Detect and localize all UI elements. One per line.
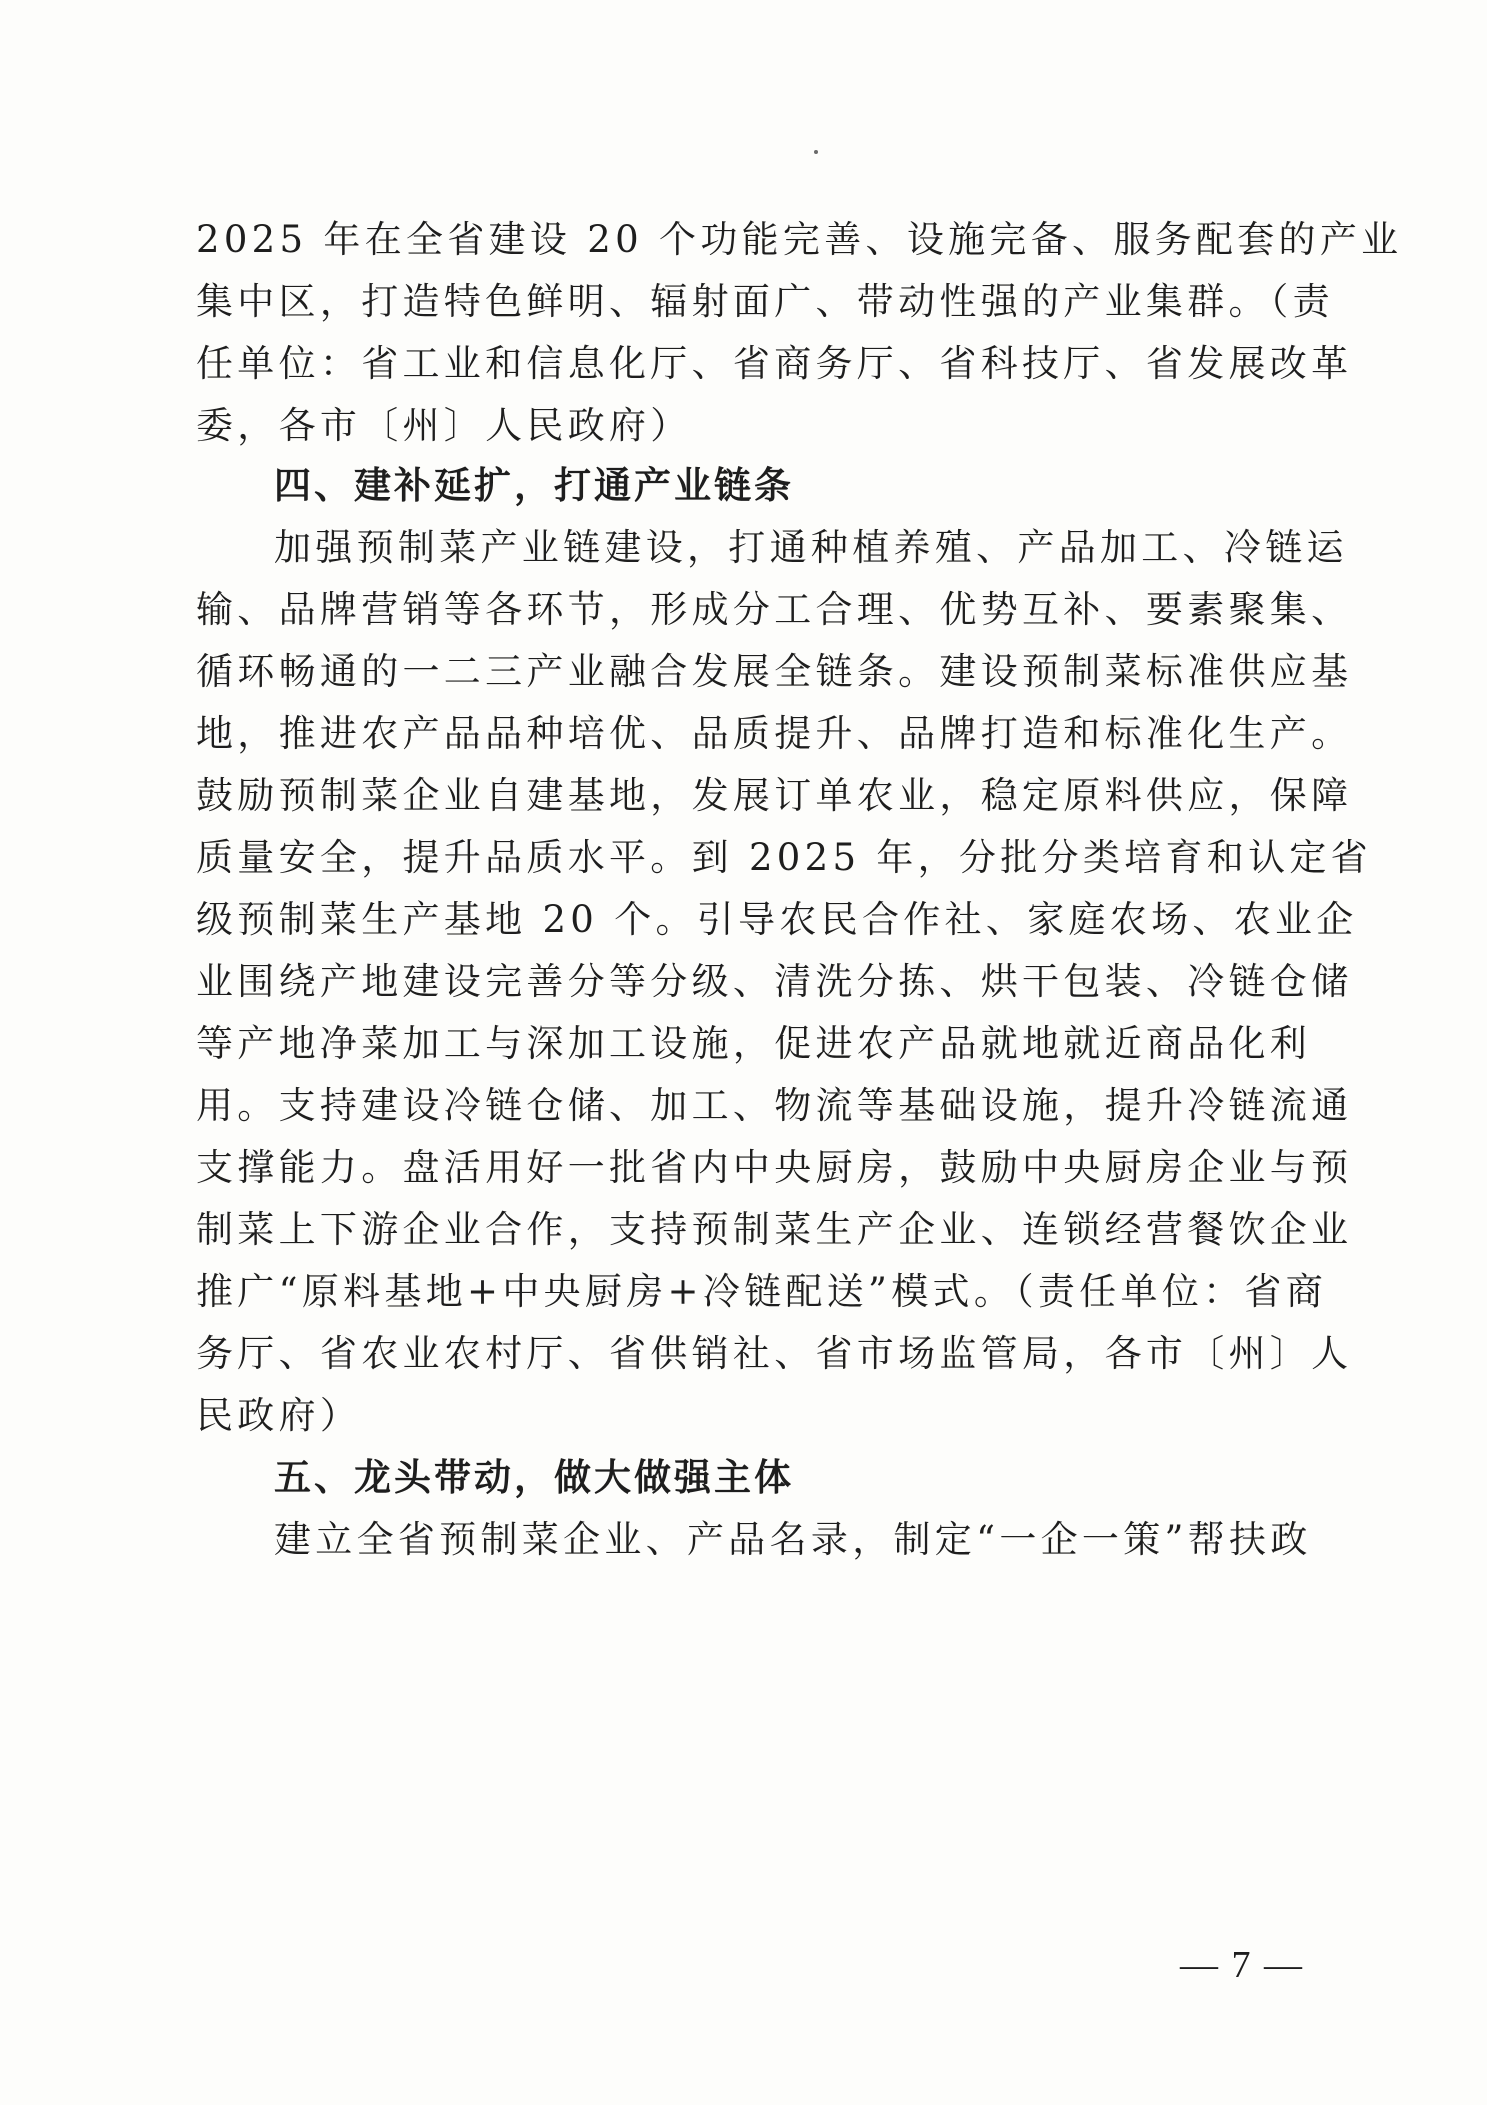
paragraph-line: 级预制菜生产基地 20 个。引导农民合作社、家庭农场、农业企 [196, 898, 1358, 941]
paragraph-line: 委，各市〔州〕人民政府） [196, 404, 692, 447]
paragraph-line: 制菜上下游企业合作，支持预制菜生产企业、连锁经营餐饮企业 [196, 1208, 1353, 1251]
paragraph-line: 2025 年在全省建设 20 个功能完善、设施完备、服务配套的产业 [196, 218, 1403, 261]
paragraph-line: 任单位：省工业和信息化厅、省商务厅、省科技厅、省发展改革 [196, 342, 1353, 385]
paragraph-line: 推广“原料基地+中央厨房+冷链配送”模式。（责任单位：省商 [196, 1270, 1328, 1313]
paragraph-line: 质量安全，提升品质水平。到 2025 年，分批分类培育和认定省 [196, 836, 1372, 879]
paragraph-line: 业围绕产地建设完善分等分级、清洗分拣、烘干包装、冷链仓储 [196, 960, 1353, 1003]
paragraph-line: 等产地净菜加工与深加工设施，促进农产品就地就近商品化利 [196, 1022, 1312, 1065]
paragraph-line: 务厅、省农业农村厅、省供销社、省市场监管局，各市〔州〕人 [196, 1332, 1353, 1375]
paragraph-line: 加强预制菜产业链建设，打通种植养殖、产品加工、冷链运 [274, 526, 1348, 569]
paragraph-line: 民政府） [196, 1394, 362, 1437]
section-heading-4: 四、建补延扩，打通产业链条 [274, 464, 794, 507]
paragraph-line: 用。支持建设冷链仓储、加工、物流等基础设施，提升冷链流通 [196, 1084, 1353, 1127]
page-number: — 7 — [1180, 1944, 1304, 1986]
paragraph-line: 支撑能力。盘活用好一批省内中央厨房，鼓励中央厨房企业与预 [196, 1146, 1353, 1189]
section-heading-5: 五、龙头带动，做大做强主体 [274, 1456, 794, 1499]
paragraph-line: 集中区，打造特色鲜明、辐射面广、带动性强的产业集群。（责 [196, 280, 1334, 323]
paragraph-line: 鼓励预制菜企业自建基地，发展订单农业，稳定原料供应，保障 [196, 774, 1353, 817]
paragraph-line: 循环畅通的一二三产业融合发展全链条。建设预制菜标准供应基 [196, 650, 1353, 693]
scan-speck [814, 150, 818, 154]
paragraph-line: 建立全省预制菜企业、产品名录，制定“一企一策”帮扶政 [274, 1518, 1312, 1561]
paragraph-line: 输、品牌营销等各环节，形成分工合理、优势互补、要素聚集、 [196, 588, 1353, 631]
paragraph-line: 地，推进农产品品种培优、品质提升、品牌打造和标准化生产。 [196, 712, 1353, 755]
